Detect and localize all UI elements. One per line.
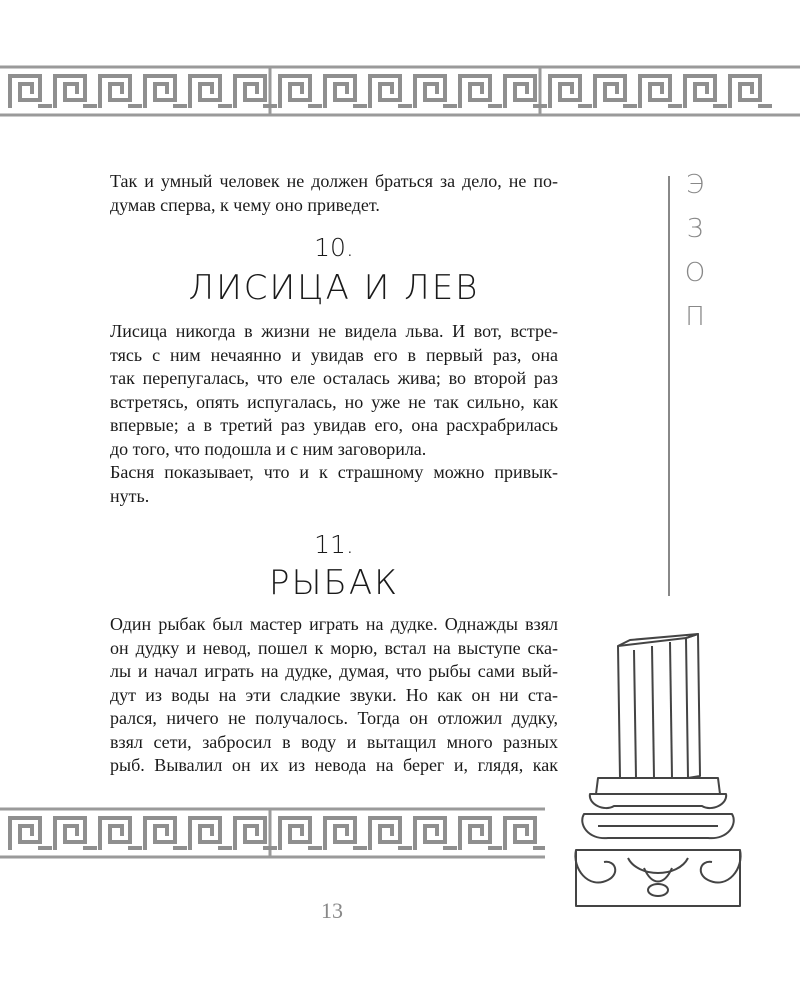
- text-line: встретясь, опять испугалась, но уже не так сильно, как: [110, 391, 558, 412]
- greek-key-motif: [325, 76, 365, 106]
- text-line: Лисица никогда в жизни не видела льва. И вот, встре-: [110, 321, 558, 341]
- side-letter: О: [684, 258, 706, 288]
- greek-key-motif: [415, 76, 455, 106]
- greek-key-motif: [55, 76, 95, 106]
- fable-11-text: [110, 613, 558, 778]
- greek-key-motif: [640, 76, 680, 106]
- greek-key-motif: [145, 818, 185, 848]
- intro-paragraph: [110, 170, 558, 217]
- greek-key-motif: [55, 818, 95, 848]
- greek-key-motif: [460, 818, 500, 848]
- ionic-column-illustration: [568, 628, 748, 923]
- side-author-label: [680, 170, 710, 346]
- greek-key-motif: [370, 76, 410, 106]
- greek-key-motif: [100, 76, 140, 106]
- side-letter: Э: [685, 170, 705, 200]
- greek-key-motif: [730, 76, 770, 106]
- page-number: 13: [321, 898, 343, 923]
- text-line: до того, что подошла и с ним заговорила.: [110, 438, 427, 459]
- text-line: так перепугалась, что еле осталась жива; во второй раз: [110, 368, 558, 388]
- fable-11-title: РЫБАК: [269, 563, 399, 603]
- greek-key-motif: [100, 818, 140, 848]
- greek-key-motif: [10, 818, 50, 848]
- fable-10-title: ЛИСИЦА И ЛЕВ: [188, 268, 480, 308]
- greek-key-motif: [460, 76, 500, 106]
- side-letter: З: [686, 214, 704, 244]
- greek-key-motif: [415, 818, 455, 848]
- greek-key-motif: [280, 76, 320, 106]
- greek-key-motif: [550, 76, 590, 106]
- greek-key-motif: [370, 818, 410, 848]
- text-line: рался, ничего не получалось. Тогда он отложил дудку,: [110, 708, 558, 728]
- text-line: думав сперва, к чему оно приведет.: [110, 194, 380, 215]
- greek-key-motif: [190, 76, 230, 106]
- bottom-ornament-border: [0, 806, 545, 860]
- side-vertical-rule: [668, 176, 670, 596]
- text-line: тясь с ним нечаянно и увидав его в первый раз, она: [110, 344, 558, 365]
- greek-key-motif: [325, 818, 365, 848]
- text-line: Один рыбак был мастер играть на дудке. Однажды взял: [110, 614, 558, 634]
- text-line: он дудку и невод, пошел к морю, встал на выступе ска-: [110, 637, 558, 658]
- text-line: Басня показывает, что и к страшному можно привык-: [110, 462, 558, 482]
- text-line: дут из воды на эти сладкие звуки. Но как он ни ста-: [110, 684, 558, 705]
- fable-10-text: [110, 320, 558, 508]
- text-line: взял сети, забросил в воду и вытащил много разных: [110, 731, 558, 752]
- greek-key-motif: [595, 76, 635, 106]
- text-line: лы и начал играть на дудке, думая, что рыбы сами вый-: [110, 661, 558, 681]
- fable-10-number: 10.: [314, 233, 354, 262]
- greek-key-motif: [190, 818, 230, 848]
- side-letter: П: [685, 302, 705, 332]
- text-line: Так и умный человек не должен браться за дело, не по-: [110, 171, 558, 191]
- text-line: впервые; а в третий раз увидав его, она расхрабрилась: [110, 415, 558, 435]
- text-line: рыб. Вывалил он их из невода на берег и, глядя, как: [110, 755, 558, 775]
- greek-key-motif: [10, 76, 50, 106]
- greek-key-motif: [685, 76, 725, 106]
- greek-key-motif: [280, 818, 320, 848]
- greek-key-motif: [505, 818, 545, 848]
- text-line: нуть.: [110, 485, 150, 506]
- fable-11-number: 11.: [314, 530, 354, 559]
- top-ornament-border: [0, 64, 800, 118]
- greek-key-motif: [145, 76, 185, 106]
